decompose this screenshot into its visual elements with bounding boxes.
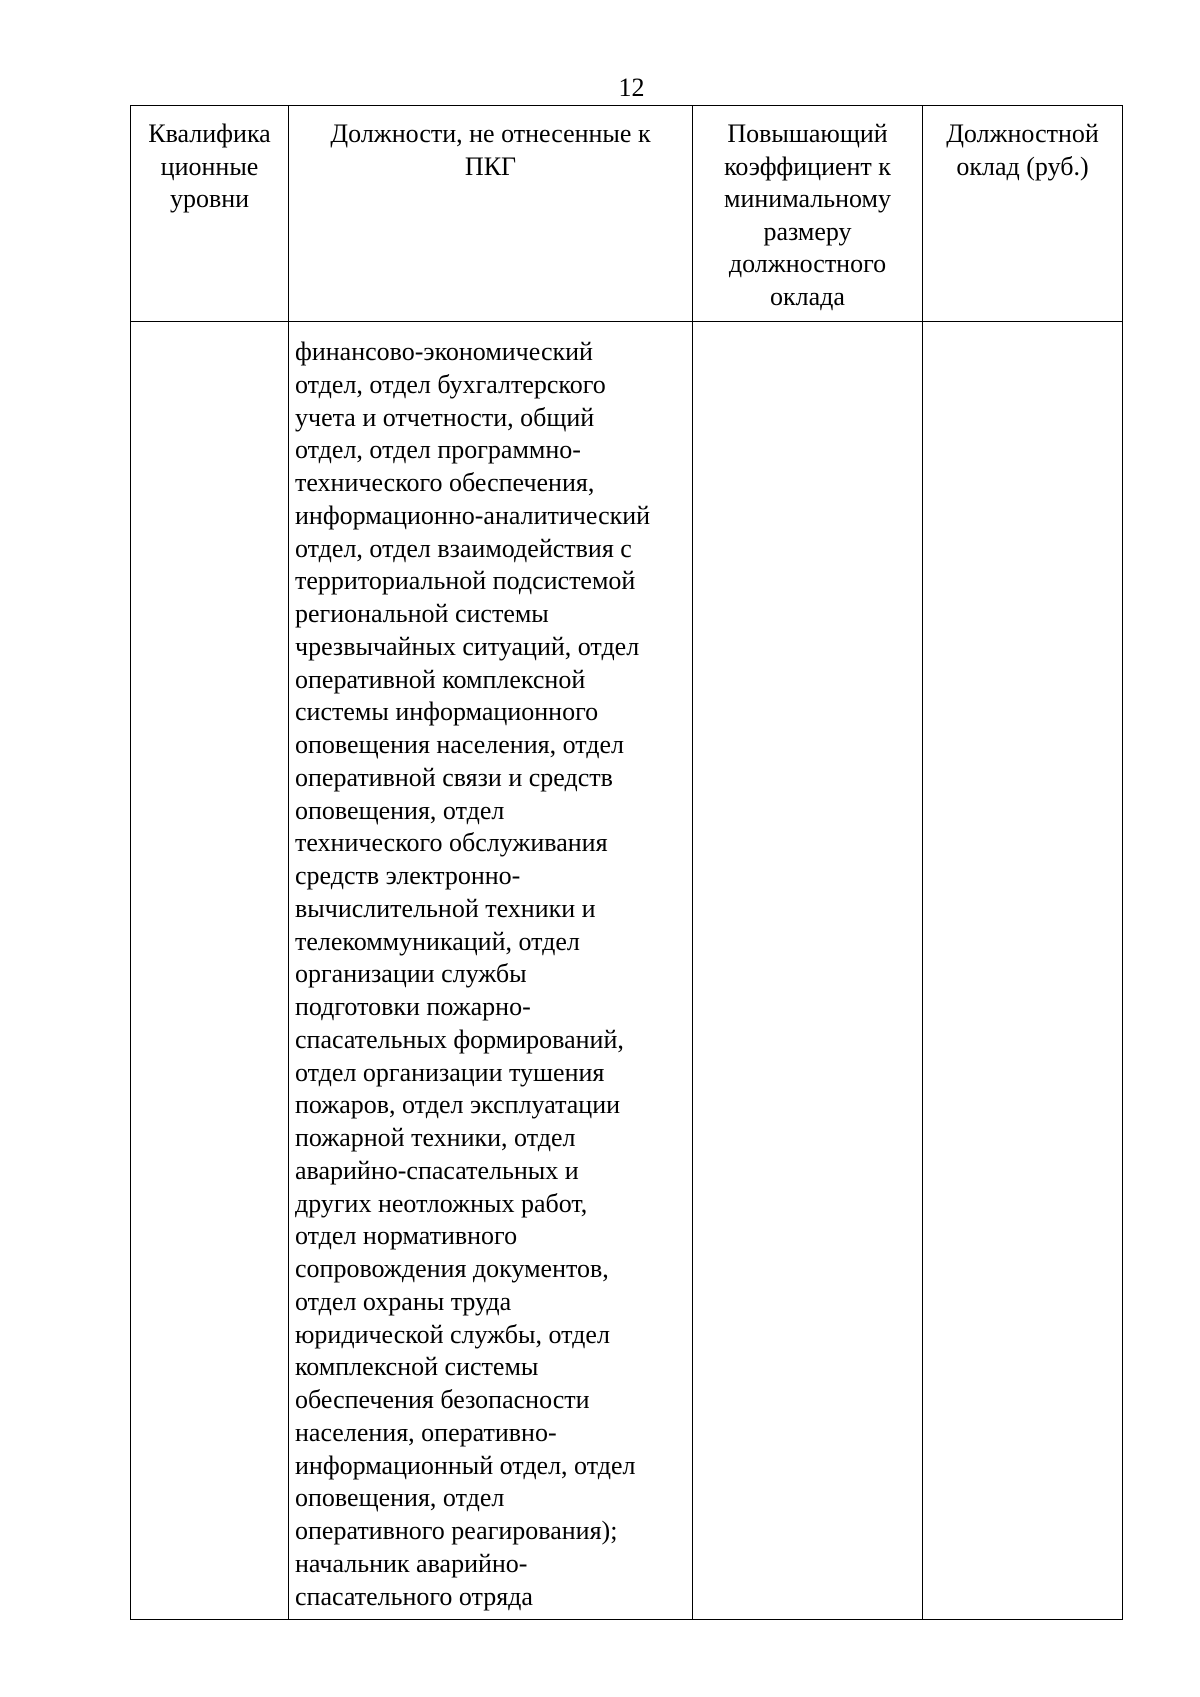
header-coefficient-label: Повышающий коэффициент к минимальному размеру должностного оклада — [724, 119, 891, 311]
cell-salary — [923, 322, 1123, 1620]
header-coefficient — [693, 106, 923, 322]
positions-list-text: финансово-экономический отдел, отдел бухгалтерского учета и отчетности, общий отдел, отдел программно- технического обеспечения, информационно-аналитический отдел, отдел взаимодействия с территориальной подсистемой региональной системы чрезвычайных ситуаций, отдел оперативной комплексной системы информационного оповещения населения, отдел оперативной связи и средств оповещения, отдел технического обслуживания средств электронно- вычислительной техники и телекоммуникаций, отдел организации службы подготовки пожарно- спасательных формирований, отдел организации тушения пожаров, отдел эксплуатации пожарной техники, отдел аварийно-спасательных и других неотложных работ, отдел нормативного сопровождения документов, отдел охраны труда юридической службы, отдел комплексной системы обеспечения безопасности населения, оперативно- информационный отдел, отдел оповещения, отдел оперативного реагирования); начальник аварийно- спасательного отряда — [295, 337, 651, 1611]
header-salary — [923, 106, 1123, 322]
header-positions — [289, 106, 693, 322]
header-qualification-levels-label: Квалифика ционные уровни — [148, 119, 271, 213]
table-row — [131, 322, 1123, 1620]
cell-qualification-level — [131, 322, 289, 1620]
table-header-row — [131, 106, 1123, 322]
cell-coefficient — [693, 322, 923, 1620]
positions-table — [130, 105, 1123, 1620]
header-salary-label: Должностной оклад (руб.) — [946, 119, 1099, 181]
header-positions-label: Должности, не отнесенные к ПКГ — [330, 119, 651, 181]
cell-positions — [289, 322, 693, 1620]
page-number: 12 — [618, 73, 645, 102]
header-qualification-levels — [131, 106, 289, 322]
